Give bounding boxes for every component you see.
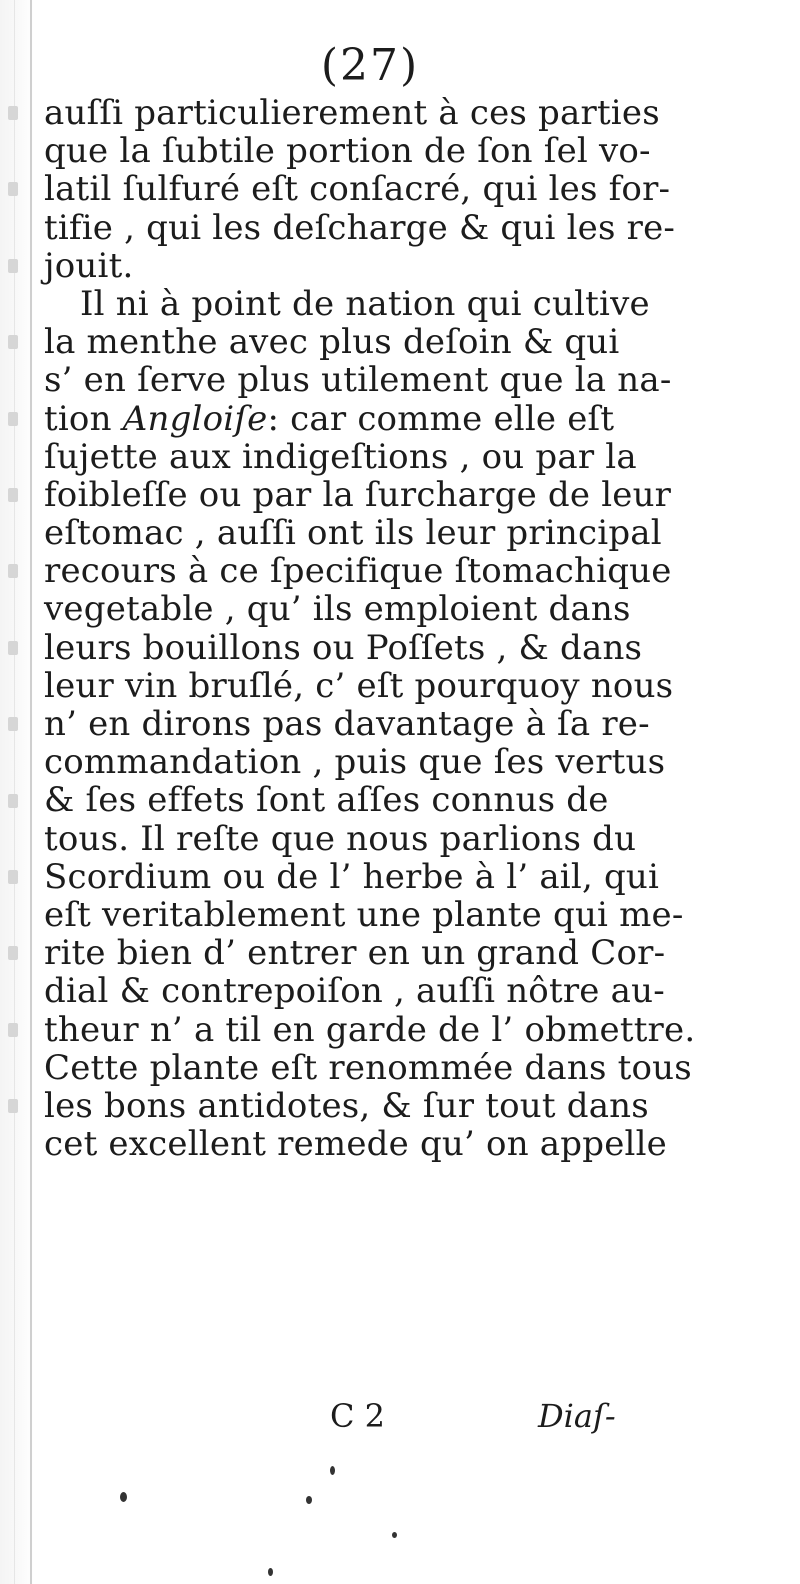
gutter-mark (8, 106, 18, 120)
text-line: ſujette aux indigeſtions , ou par la (44, 436, 637, 477)
gutter-mark (8, 488, 18, 502)
text-line: jouit. (44, 245, 134, 286)
text-line: tifie , qui les deſcharge & qui les re- (44, 207, 676, 248)
text-line: auſſi particulierement à ces parties (44, 93, 660, 133)
gutter-mark (8, 717, 18, 731)
ink-speck (330, 1466, 335, 1475)
text-line: cet excellent remede qu’ on appelle (44, 1124, 668, 1165)
signature-mark: C 2 (330, 1397, 386, 1435)
gutter-mark (8, 870, 18, 884)
page-footer (44, 1397, 704, 1437)
text-line: leurs bouillons ou Poſſets , & dans (44, 627, 643, 668)
text-line: les bons antidotes, & ſur tout dans (44, 1085, 649, 1126)
text-line: tous. Il reſte que nous parlions du (44, 818, 637, 859)
gutter-mark (8, 641, 18, 655)
catchword: Diaſ- (538, 1397, 616, 1435)
text-line: dial & contrepoiſon , auſſi nôtre au- (44, 971, 665, 1012)
gutter-mark (8, 259, 18, 273)
text-line: eſtomac , auſſi ont ils leur principal (44, 513, 662, 554)
gutter-mark (8, 182, 18, 196)
text-line: la menthe avec plus deſoin & qui (44, 322, 620, 363)
text-line: Cette plante eſt renommée dans tous (44, 1047, 692, 1088)
italic-word: Angloiſe (122, 398, 268, 439)
text-line: que la ſubtile portion de ſon ſel vo- (44, 131, 651, 172)
text-line: leur vin bruſlé, c’ eſt pourquoy nous (44, 665, 674, 706)
gutter-mark (8, 564, 18, 578)
text-line (44, 400, 704, 438)
binding-edge-line (14, 0, 15, 1584)
text-line: rite bien d’ entrer en un grand Cor- (44, 933, 666, 974)
text-run: tion (44, 398, 112, 439)
text-line: recours à ce ſpecifique ſtomachique (44, 551, 672, 592)
text-line: theur n’ a til en garde de l’ obmettre. (44, 1009, 696, 1050)
text-run: : car comme elle eſt (267, 398, 615, 439)
text-line: commandation , puis que ſes vertus (44, 742, 666, 783)
gutter-mark (8, 1099, 18, 1113)
gutter-mark (8, 794, 18, 808)
text-line: Scordium ou de l’ herbe à l’ ail, qui (44, 856, 660, 897)
text-line: foibleſſe ou par la ſurcharge de leur (44, 474, 672, 515)
text-line: s’ en ſerve plus utilement que la na- (44, 360, 672, 401)
gutter-mark (8, 412, 18, 426)
ink-speck (306, 1496, 312, 1504)
ink-speck (268, 1568, 273, 1576)
page-number: (27) (320, 40, 420, 91)
gutter-mark (8, 335, 18, 349)
gutter-mark (8, 946, 18, 960)
ink-speck (392, 1532, 397, 1538)
text-line: n’ en dirons pas davantage à ſa re- (44, 704, 650, 744)
gutter-mark (8, 1023, 18, 1037)
text-line: eſt veritablement une plante qui me- (44, 894, 684, 935)
ink-speck (120, 1492, 127, 1502)
text-line: & ſes effets ſont aſſes connus de (44, 780, 609, 821)
text-line: Il ni à point de nation qui cultive (80, 283, 650, 324)
body-text (44, 94, 704, 1163)
text-line: vegetable , qu’ ils emploient dans (44, 589, 631, 630)
binding-gutter (0, 0, 34, 1584)
binding-rule (30, 0, 32, 1584)
text-line: latil ſulfuré eſt conſacré, qui les for- (44, 169, 671, 210)
